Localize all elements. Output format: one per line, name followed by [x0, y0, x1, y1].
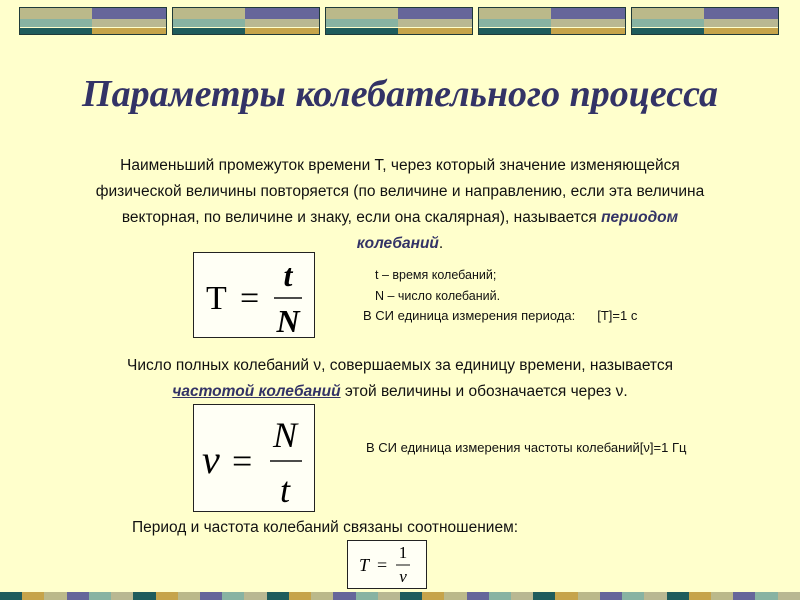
relation-formula-equals: =: [377, 555, 388, 575]
relation-formula-lhs: T: [359, 555, 370, 575]
decor-tile-1: [19, 7, 167, 35]
frequency-definition-line-2: [30, 379, 770, 405]
frequency-formula: [194, 405, 314, 511]
decor-tile-4: [478, 7, 626, 35]
decor-bottom-segment: [644, 592, 666, 600]
page-title: Параметры колебательного процесса: [82, 73, 718, 115]
decor-tile-2: [172, 7, 320, 35]
decor-bottom-segment: [755, 592, 777, 600]
decor-bottom-segment: [311, 592, 333, 600]
note-n-count: N – число колебаний.: [375, 289, 501, 303]
decor-bottom-segment: [222, 592, 244, 600]
decor-bottom-segment: [22, 592, 44, 600]
period-si-unit: [363, 308, 637, 323]
period-formula-denominator: N: [276, 303, 300, 337]
frequency-formula-lhs: ν: [202, 437, 220, 482]
decor-bottom-segment: [378, 592, 400, 600]
period-definition-line-1: Наименьший промежуток времени T, через который значение изменяющейся: [120, 157, 680, 174]
decor-bottom-segment: [600, 592, 622, 600]
decor-bottom-segment: [578, 592, 600, 600]
decor-bottom-segment: [0, 592, 22, 600]
period-definition: [30, 153, 770, 257]
term-period: периодом: [601, 209, 679, 226]
note-t-time: t – время колебаний;: [375, 268, 497, 282]
decor-bottom-segment: [200, 592, 222, 600]
decor-bottom-segment: [667, 592, 689, 600]
relation-text: Период и частота колебаний связаны соотношением:: [131, 519, 519, 536]
decor-bottom-segment: [444, 592, 466, 600]
decor-bottom-segment: [778, 592, 800, 600]
frequency-formula-denominator: t: [279, 470, 291, 510]
decor-bottom-segment: [333, 592, 355, 600]
decor-bottom-segment: [111, 592, 133, 600]
decor-bottom-segment: [356, 592, 378, 600]
decor-tile-5: [631, 7, 779, 35]
frequency-formula-numerator: N: [272, 415, 298, 455]
term-frequency: частотой колебаний: [172, 383, 341, 400]
decor-bottom-segment: [511, 592, 533, 600]
decor-bottom-bar: [0, 592, 800, 600]
decor-bottom-segment: [156, 592, 178, 600]
decor-bottom-segment: [400, 592, 422, 600]
period-definition-line-2: физической величины повторяется (по величине и направлению, если эта величина: [95, 183, 705, 200]
decor-bottom-segment: [178, 592, 200, 600]
period-formula-lhs: T: [206, 280, 227, 317]
period-si-value: [T]=1 с: [597, 308, 638, 323]
frequency-formula-box: [193, 404, 315, 512]
decor-bottom-segment: [622, 592, 644, 600]
term-oscillations: колебаний: [356, 235, 439, 252]
decor-bottom-segment: [133, 592, 155, 600]
decor-bottom-segment: [44, 592, 66, 600]
period-si-label: В СИ единица измерения периода:: [363, 308, 576, 323]
decor-bottom-segment: [244, 592, 266, 600]
period-formula: [194, 253, 314, 337]
relation-formula-numerator: 1: [398, 543, 408, 562]
period-definition-line-3-text: векторная, по величине и знаку, если она скалярная), называется: [121, 209, 602, 226]
decor-bottom-segment: [555, 592, 577, 600]
period-definition-line-4: [30, 231, 770, 257]
frequency-si-unit: В СИ единица измерения частоты колебаний[ν]=1 Гц: [366, 440, 687, 455]
decor-bottom-segment: [489, 592, 511, 600]
frequency-definition-line-1: Число полных колебаний ν, совершаемых за единицу времени, называется: [126, 357, 673, 374]
relation-formula: [348, 541, 426, 588]
period-formula-numerator: t: [283, 257, 293, 293]
decor-bottom-segment: [711, 592, 733, 600]
decor-bottom-segment: [267, 592, 289, 600]
decor-bottom-segment: [67, 592, 89, 600]
period-definition-line-4-end: .: [438, 235, 444, 252]
decor-bottom-segment: [689, 592, 711, 600]
frequency-definition-line-2-end: этой величины и обозначается через ν.: [340, 383, 628, 400]
period-formula-equals: =: [240, 280, 260, 317]
decor-bottom-segment: [89, 592, 111, 600]
relation-formula-box: [347, 540, 427, 589]
decor-bottom-segment: [467, 592, 489, 600]
decor-bottom-segment: [422, 592, 444, 600]
decor-tile-3: [325, 7, 473, 35]
frequency-formula-equals: =: [232, 441, 253, 481]
decor-bottom-segment: [733, 592, 755, 600]
frequency-definition: [30, 353, 770, 405]
decor-bottom-segment: [533, 592, 555, 600]
period-formula-box: [193, 252, 315, 338]
period-definition-line-3: [30, 205, 770, 231]
decor-bottom-segment: [289, 592, 311, 600]
relation-formula-denominator: ν: [399, 567, 407, 586]
